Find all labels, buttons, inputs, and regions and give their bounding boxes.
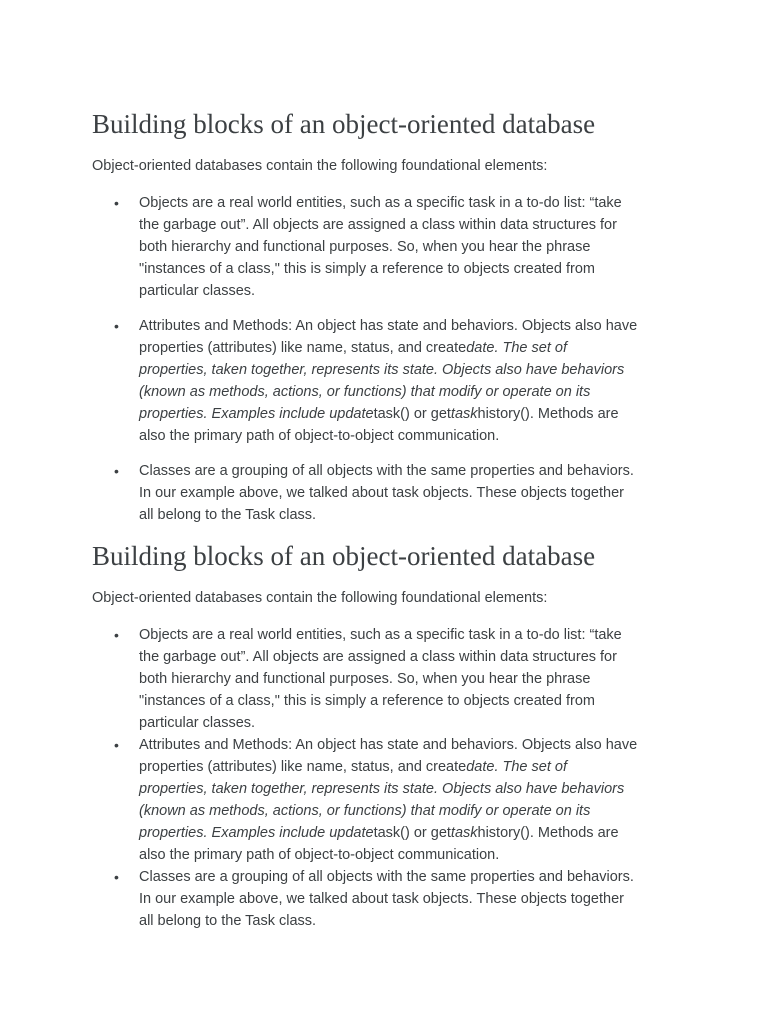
italic-text-run: properties, taken together, represents its state. Objects also have behaviors <box>139 362 625 378</box>
section-heading: Building blocks of an object-oriented database <box>92 109 596 139</box>
text-line: • Attributes and Methods: An object has state and behaviors. Objects also have <box>139 318 638 334</box>
italic-text-run: task <box>450 825 478 841</box>
list-item-attributes-methods <box>92 315 692 447</box>
text-run: properties (attributes) like name, status, and create <box>139 759 467 775</box>
text-line: • Attributes and Methods: An object has state and behaviors. Objects also have <box>139 737 638 753</box>
bullet-list <box>92 192 692 526</box>
italic-text-run: (known as methods, actions, or functions) that modify or operate on its <box>139 384 591 400</box>
list-item-objects <box>92 192 692 302</box>
text-line <box>139 778 692 800</box>
text-run: history(). Methods are <box>477 825 619 841</box>
italic-text-run: properties. Examples include update <box>139 825 374 841</box>
text-line: "instances of a class," this is simply a reference to objects created from <box>139 261 595 277</box>
text-run: properties (attributes) like name, status, and create <box>139 340 467 356</box>
text-run: task() or get <box>373 406 451 422</box>
text-line: particular classes. <box>139 715 256 731</box>
text-line: both hierarchy and functional purposes. So, when you hear the phrase <box>139 671 591 687</box>
text-line <box>139 800 692 822</box>
bullet-list <box>92 624 692 932</box>
list-item-classes <box>92 866 692 932</box>
text-line: In our example above, we talked about task objects. These objects together <box>139 891 624 907</box>
section-2 <box>92 538 692 932</box>
text-line: all belong to the Task class. <box>139 507 317 523</box>
text-line: the garbage out”. All objects are assigned a class within data structures for <box>139 649 617 665</box>
text-line: • Objects are a real world entities, such as a specific task in a to-do list: “take <box>139 195 622 211</box>
text-line <box>139 822 692 844</box>
text-run: history(). Methods are <box>477 406 619 422</box>
section-heading: Building blocks of an object-oriented database <box>92 541 596 571</box>
italic-text-run: date. The set of <box>466 759 567 775</box>
text-line <box>139 756 692 778</box>
italic-text-run: properties. Examples include update <box>139 406 374 422</box>
text-line <box>139 359 692 381</box>
section-intro: Object-oriented databases contain the following foundational elements: <box>92 158 548 174</box>
list-item-attributes-methods <box>92 734 692 866</box>
text-line: particular classes. <box>139 283 256 299</box>
italic-text-run: (known as methods, actions, or functions) that modify or operate on its <box>139 803 591 819</box>
text-line: In our example above, we talked about task objects. These objects together <box>139 485 624 501</box>
text-line <box>139 403 692 425</box>
text-line: the garbage out”. All objects are assigned a class within data structures for <box>139 217 617 233</box>
list-item-objects <box>92 624 692 734</box>
section-intro: Object-oriented databases contain the following foundational elements: <box>92 590 548 606</box>
text-line: all belong to the Task class. <box>139 913 317 929</box>
text-line <box>139 381 692 403</box>
text-line: • Classes are a grouping of all objects with the same properties and behaviors. <box>139 463 634 479</box>
text-line: also the primary path of object-to-object communication. <box>139 847 500 863</box>
text-line: • Classes are a grouping of all objects with the same properties and behaviors. <box>139 869 634 885</box>
text-line <box>139 337 692 359</box>
italic-text-run: properties, taken together, represents its state. Objects also have behaviors <box>139 781 625 797</box>
italic-text-run: date. The set of <box>466 340 567 356</box>
text-line: "instances of a class," this is simply a reference to objects created from <box>139 693 595 709</box>
section-1 <box>92 106 692 526</box>
text-line: • Objects are a real world entities, such as a specific task in a to-do list: “take <box>139 627 622 643</box>
text-line: both hierarchy and functional purposes. So, when you hear the phrase <box>139 239 591 255</box>
text-run: task() or get <box>373 825 451 841</box>
list-item-classes <box>92 460 692 526</box>
text-line: also the primary path of object-to-object communication. <box>139 428 500 444</box>
italic-text-run: task <box>450 406 478 422</box>
